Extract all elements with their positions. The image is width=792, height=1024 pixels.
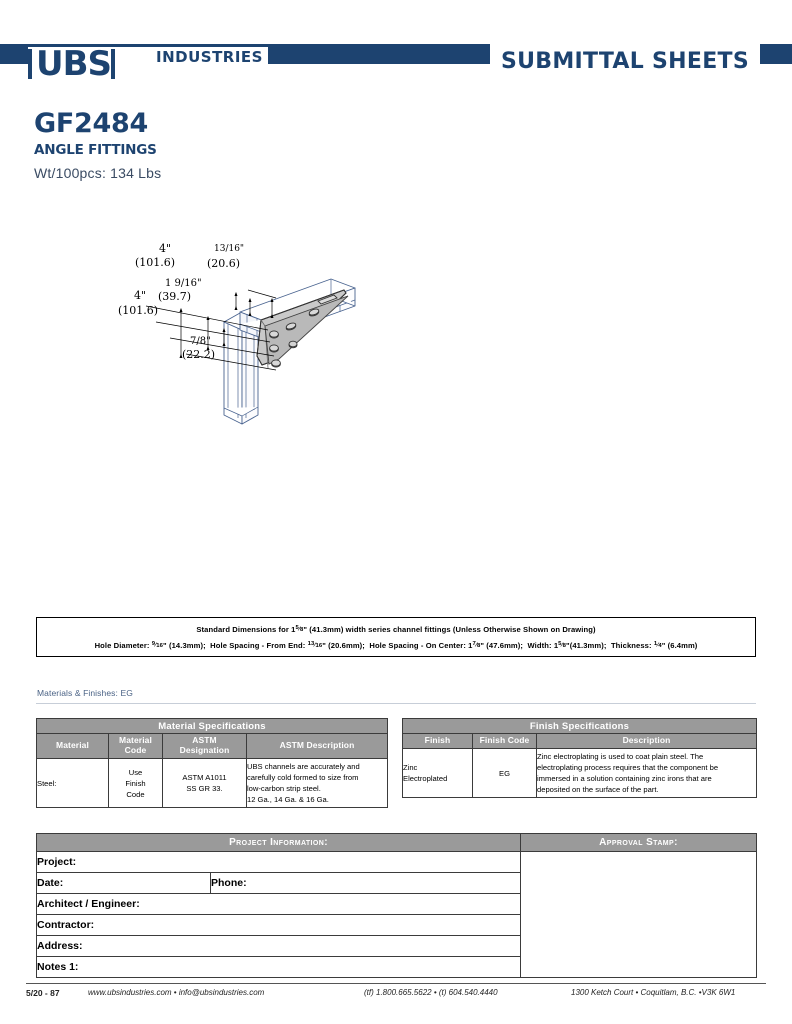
std-spacing-center-mm: " (47.6mm); bbox=[480, 640, 524, 650]
product-type: ANGLE FITTINGS bbox=[34, 142, 157, 159]
cell-material-code-l2: Finish bbox=[125, 778, 146, 788]
logo-right-bar bbox=[111, 49, 115, 79]
dim-mid-mm: (39.7) bbox=[158, 290, 192, 303]
std-thickness-den: 4 bbox=[658, 642, 662, 649]
footer bbox=[26, 988, 766, 1002]
materials-finishes-label: Materials & Finishes: EG bbox=[37, 688, 133, 698]
cell-finish bbox=[403, 749, 473, 798]
cell-finish-description-l1: Zinc electroplating is used to coat plain steel. The bbox=[537, 752, 704, 761]
col-header-astm-designation bbox=[163, 734, 247, 759]
cell-astm-description-l1: UBS channels are accurately and bbox=[247, 762, 360, 771]
col-header-astm-description: ASTM Description bbox=[247, 734, 388, 759]
std-width-den: 8 bbox=[562, 642, 567, 649]
std-width-mm: "(41.3mm); bbox=[566, 640, 607, 650]
cell-astm-designation bbox=[163, 759, 247, 808]
field-project[interactable]: Project: bbox=[37, 852, 521, 873]
std-spacing-center-num: 7 bbox=[472, 640, 476, 647]
std-spacing-end-num: 13 bbox=[307, 640, 315, 647]
cell-finish-l1: Zinc bbox=[403, 763, 418, 772]
std-spacing-end-den: 16 bbox=[315, 642, 323, 649]
logo-industries-text: INDUSTRIES bbox=[156, 48, 263, 66]
submittal-banner-title: SUBMITTAL SHEETS bbox=[500, 48, 750, 74]
standard-dimensions-note bbox=[36, 617, 756, 657]
product-title-block bbox=[34, 110, 434, 181]
dim-top-left-in: 4" bbox=[159, 242, 172, 255]
footer-web-email[interactable]: www.ubsindustries.com • info@ubsindustries.com bbox=[88, 988, 265, 997]
field-contractor[interactable]: Contractor: bbox=[37, 915, 521, 936]
std-spacing-center-den: 8 bbox=[476, 642, 481, 649]
col-header-material-code-l2: Code bbox=[124, 745, 147, 755]
standard-dimensions-line2: Hole Diameter: $^9⁄_{16}$" (14.3mm); Hole Spacing - From End: $^{13}⁄_{16}$" (20.6mm); Hole Spacing - On Center: $1^7⁄_8$" (47.6mm); Width: $1^5⁄_8"(41.3mm)$; Thickness: $^1⁄_4$" (6.4mm) bbox=[94, 640, 698, 650]
project-info-row-project bbox=[37, 852, 757, 873]
std-hole-dia-mm: " (14.3mm); bbox=[163, 640, 206, 650]
std-hole-dia-label: Hole Diameter: bbox=[94, 640, 150, 650]
project-info-header-row bbox=[37, 834, 757, 852]
dim-bottom-in: 7/8" bbox=[190, 336, 211, 347]
table-row bbox=[403, 749, 757, 798]
table-row bbox=[37, 759, 388, 808]
cell-finish-code: EG bbox=[473, 749, 537, 798]
cell-astm-designation-l1: ASTM A1011 bbox=[182, 773, 227, 782]
cell-astm-description-l4: 12 Ga., 14 Ga. & 16 Ga. bbox=[247, 795, 329, 804]
field-address[interactable]: Address: bbox=[37, 936, 521, 957]
cell-finish-description bbox=[537, 749, 757, 798]
product-isometric-drawing bbox=[118, 238, 378, 438]
std-line1-post: " (41.3mm) width series channel fittings (Unless Otherwise Shown on Drawing) bbox=[303, 624, 596, 634]
project-information-title: Project Information: bbox=[37, 834, 521, 852]
dim-top-right-mm: (20.6) bbox=[207, 257, 241, 270]
std-thickness-label: Thickness: bbox=[610, 640, 652, 650]
std-width-num: 5 bbox=[558, 640, 562, 647]
field-date[interactable]: Date: bbox=[37, 873, 211, 894]
cell-material-code bbox=[109, 759, 163, 808]
col-header-finish-description: Description bbox=[537, 734, 757, 749]
cell-material: Steel: bbox=[37, 759, 109, 808]
cell-material-code-l1: Use bbox=[128, 767, 143, 777]
table-header-row bbox=[403, 734, 757, 749]
standard-dimensions-line1: Standard Dimensions for $1^5⁄_8$" (41.3mm) width series channel fittings (Unless Otherwise Shown on Drawing) bbox=[196, 624, 596, 634]
dim-top-left-mm: (101.6) bbox=[135, 256, 176, 269]
product-weight: Wt/100pcs: 134 Lbs bbox=[34, 165, 162, 182]
table-header-row bbox=[37, 719, 388, 734]
logo-industries-box bbox=[150, 47, 268, 70]
material-specifications-table bbox=[36, 718, 388, 808]
cell-astm-description bbox=[247, 759, 388, 808]
finish-specs-title: Finish Specifications bbox=[403, 719, 757, 734]
footer-address: 1300 Ketch Court • Coquitlam, B.C. •V3K 6W1 bbox=[571, 988, 736, 997]
footer-divider bbox=[26, 983, 766, 984]
dim-left-mm: (101.6) bbox=[118, 304, 159, 317]
footer-phone: (tf) 1.800.665.5622 • (t) 604.540.4440 bbox=[364, 988, 498, 997]
cell-finish-l2: Electroplated bbox=[403, 774, 448, 783]
dim-top-right-in: 13/16" bbox=[214, 244, 245, 254]
field-architect-engineer[interactable]: Architect / Engineer: bbox=[37, 894, 521, 915]
std-thickness-mm: " (6.4mm) bbox=[661, 640, 698, 650]
dim-mid-in: 1 9/16" bbox=[165, 278, 202, 289]
dim-bottom-mm: (22.2) bbox=[182, 348, 216, 361]
cell-astm-designation-l2: SS GR 33. bbox=[186, 784, 223, 793]
finish-specifications-table bbox=[402, 718, 757, 798]
std-spacing-end-mm: " (20.6mm); bbox=[322, 640, 365, 650]
cell-material-code-l3: Code bbox=[126, 789, 145, 799]
col-header-material-code bbox=[109, 734, 163, 759]
project-information-table bbox=[36, 833, 757, 978]
submittal-banner bbox=[490, 44, 760, 78]
product-code: GF2484 bbox=[34, 108, 148, 139]
logo-text: UBS bbox=[36, 44, 112, 84]
col-header-astm-designation-l1: ASTM bbox=[192, 735, 217, 746]
cell-finish-description-l3: immersed in a solution containing zinc irons that are bbox=[537, 774, 712, 783]
dim-left-in: 4" bbox=[134, 289, 147, 302]
field-phone[interactable]: Phone: bbox=[211, 873, 521, 894]
cell-finish-description-l4: deposited on the surface of the part. bbox=[537, 785, 659, 794]
std-hole-dia-den: 16 bbox=[156, 642, 164, 649]
cell-astm-description-l2: carefully cold formed to size from bbox=[247, 773, 359, 782]
std-spacing-center-label: Hole Spacing - On Center: 1 bbox=[369, 640, 473, 650]
table-header-row bbox=[403, 719, 757, 734]
cell-finish-description-l2: electroplating process requires that the component be bbox=[537, 763, 719, 772]
std-line1-den: 8 bbox=[300, 626, 304, 633]
std-line1-pre: Standard Dimensions for 1 bbox=[196, 624, 296, 634]
material-specs-title: Material Specifications bbox=[37, 719, 388, 734]
approval-stamp-title: Approval Stamp: bbox=[521, 834, 757, 852]
col-header-material-code-l1: Material bbox=[119, 735, 152, 746]
std-spacing-end-label: Hole Spacing - From End: bbox=[210, 640, 306, 650]
std-width-label: Width: 1 bbox=[527, 640, 559, 650]
approval-stamp-area[interactable] bbox=[521, 852, 757, 978]
cell-astm-description-l3: low-carbon strip steel. bbox=[247, 784, 321, 793]
col-header-astm-designation-l2: Designation bbox=[179, 745, 230, 755]
std-thickness-num: 1 bbox=[653, 640, 658, 647]
table-header-row bbox=[37, 734, 388, 759]
materials-finishes-divider bbox=[36, 703, 756, 704]
col-header-material: Material bbox=[37, 734, 109, 759]
std-hole-dia-num: 9 bbox=[151, 640, 156, 647]
col-header-finish: Finish bbox=[403, 734, 473, 749]
std-line1-num: 5 bbox=[295, 624, 299, 631]
field-notes[interactable]: Notes 1: bbox=[37, 957, 521, 978]
col-header-finish-code: Finish Code bbox=[473, 734, 537, 749]
footer-revision: 5/20 - 87 bbox=[26, 988, 60, 998]
